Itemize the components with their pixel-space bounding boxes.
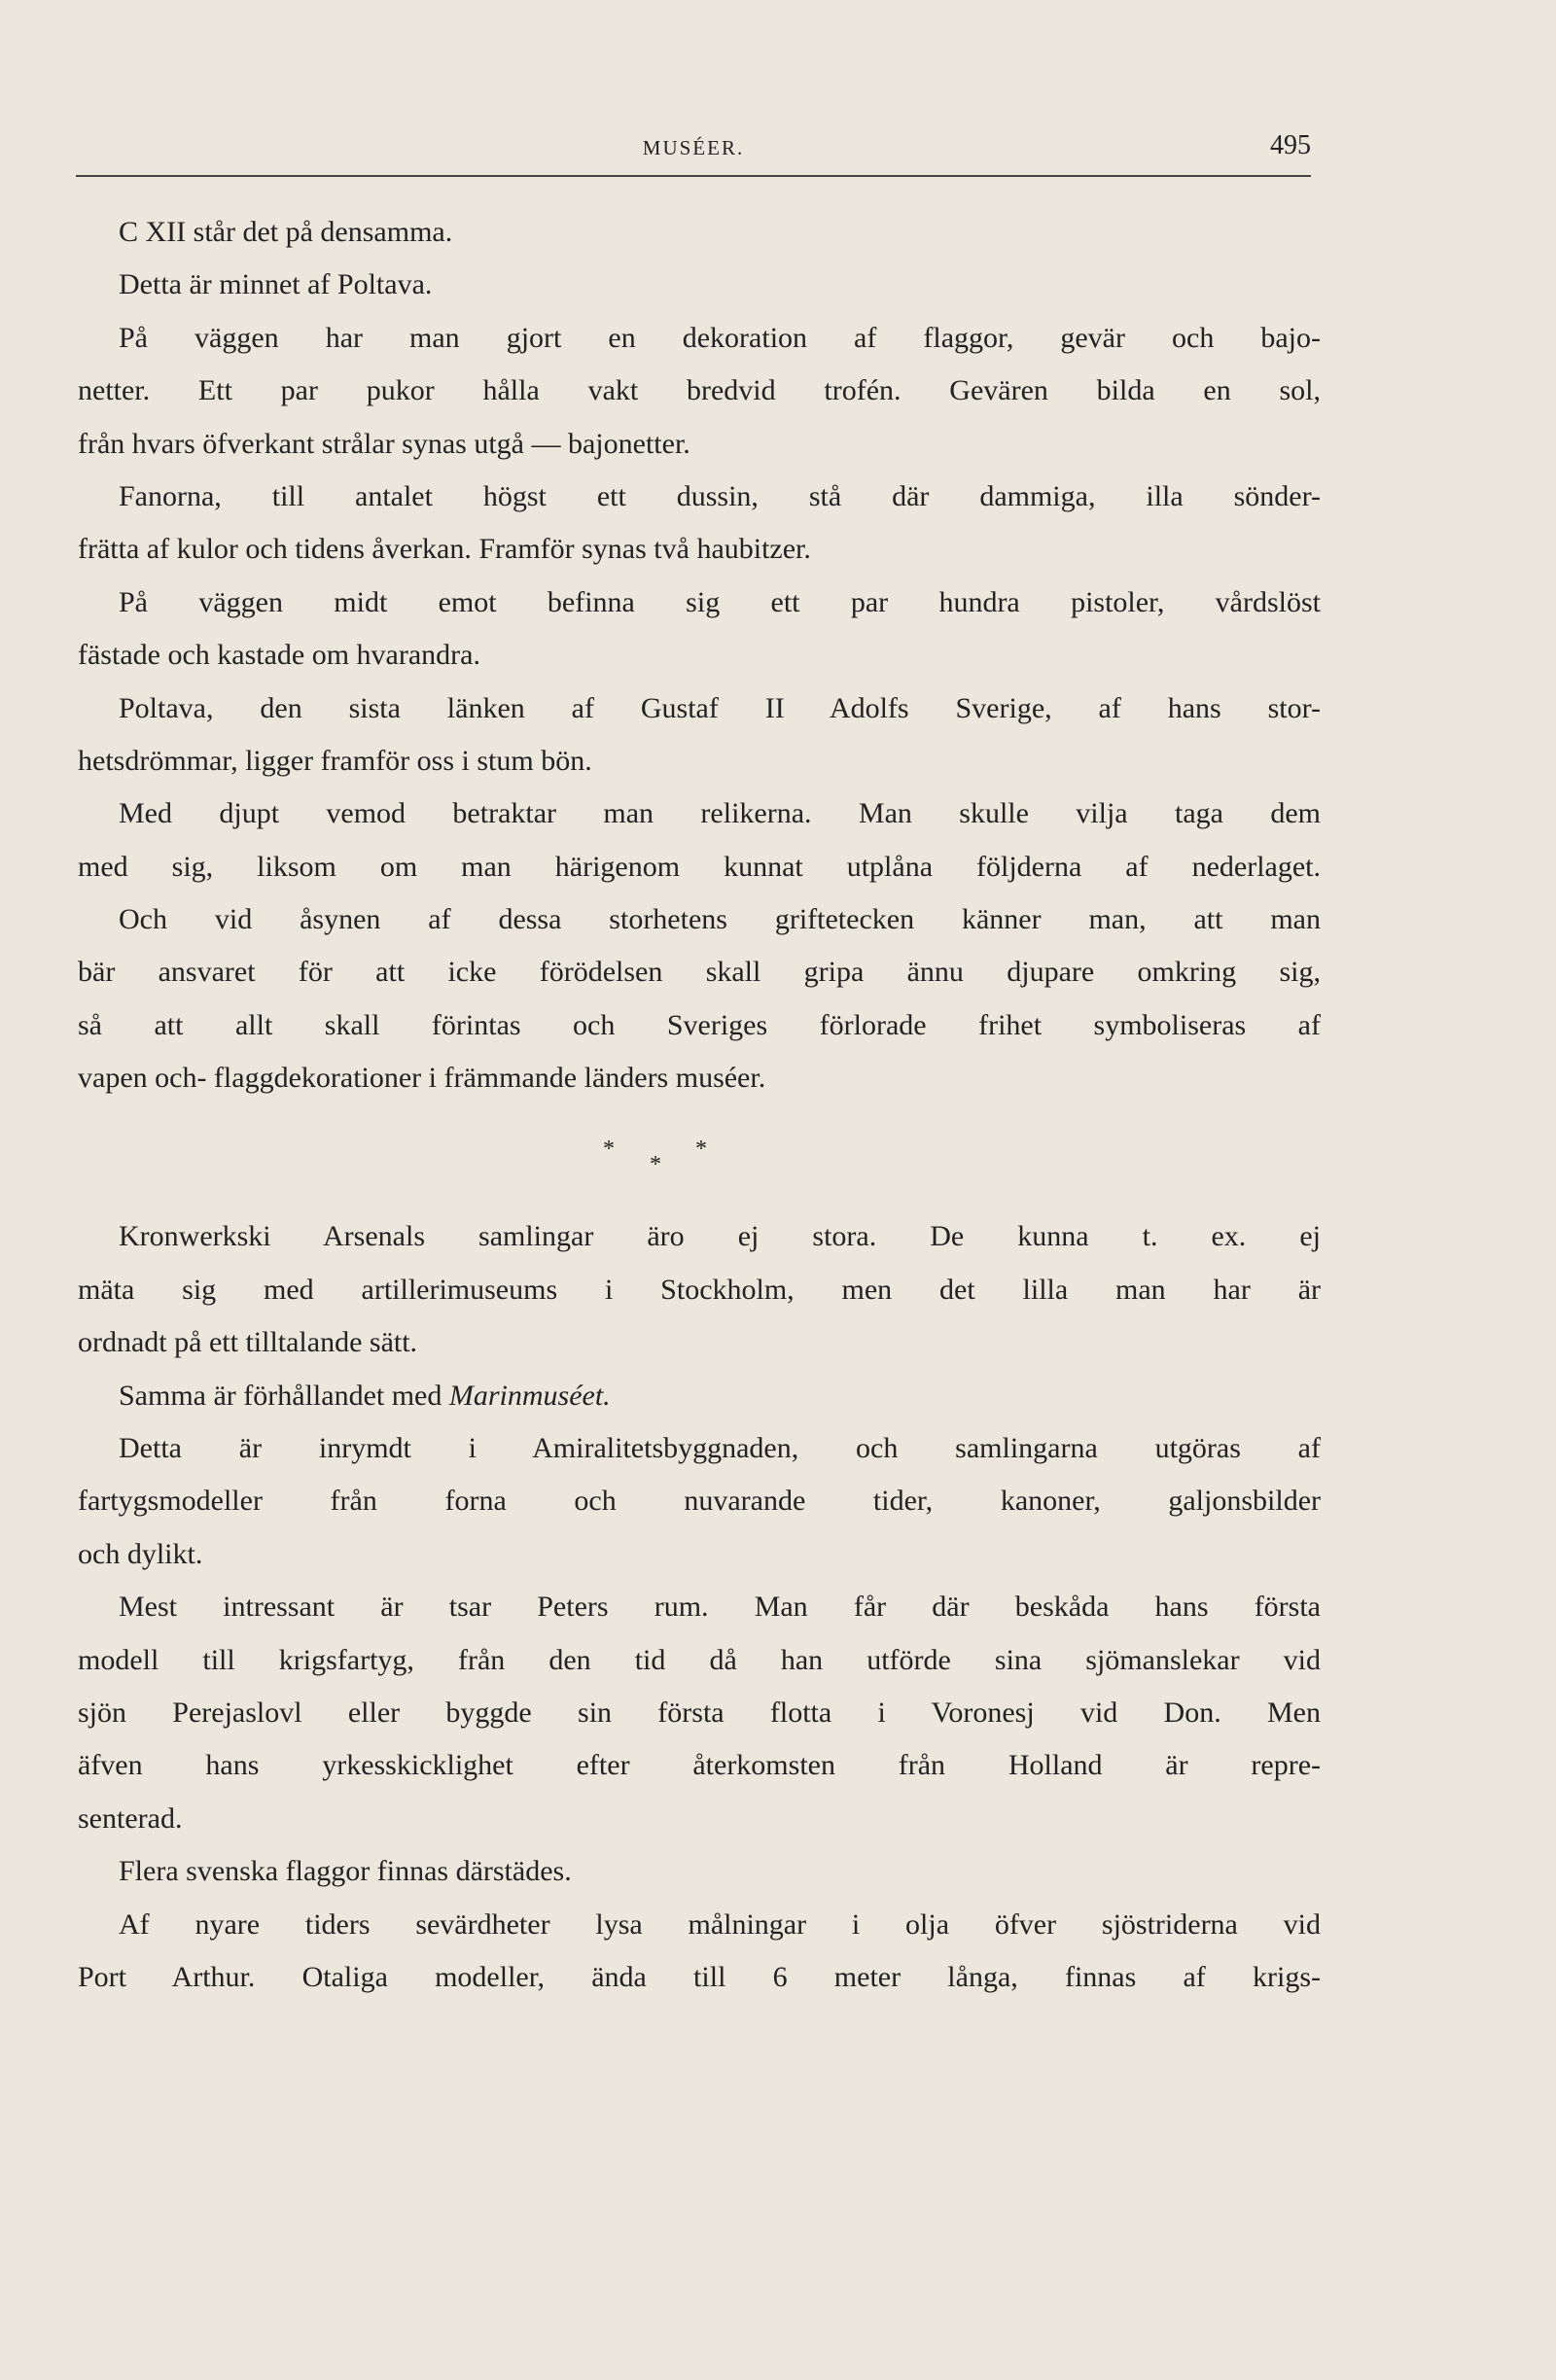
italic-title: Marinmuséet. [448,1379,611,1412]
text-line: mäta sig med artillerimuseums i Stockholm, men det lilla man har är [78,1273,1321,1306]
text-line: fartygsmodeller från forna och nuvarande tider, kanoner, galjonsbilder [78,1485,1321,1518]
text-line: sjön Perejaslovl eller byggde sin första flotta i Voronesj vid Don. Men [78,1696,1321,1729]
asterisk: * [695,1136,707,1162]
text-line: Af nyare tiders sevärdheter lysa målningar i olja öfver sjöstriderna vid [119,1908,1321,1941]
text-line: Detta är minnet af Poltava. [119,268,433,301]
text-span: Samma är förhållandet med [119,1379,449,1412]
text-line: modell till krigsfartyg, från den tid då han utförde sina sjömanslekar vid [78,1643,1321,1676]
text-line: hetsdrömmar, ligger framför oss i stum bön. [78,744,592,777]
text-line: äfven hans yrkesskicklighet efter återkomsten från Holland är repre- [78,1749,1321,1782]
text-line: På väggen har man gjort en dekoration af flaggor, gevär och bajo- [119,321,1321,354]
text-line: Kronwerkski Arsenals samlingar äro ej stora. De kunna t. ex. ej [119,1220,1321,1253]
text-line: Fanorna, till antalet högst ett dussin, stå där dammiga, illa sönder- [119,479,1321,512]
page-header [76,130,1311,175]
text-line: så att allt skall förintas och Sveriges förlorade frihet symboliseras af [78,1008,1321,1041]
asterisk: * [603,1136,615,1162]
text-line: Port Arthur. Otaliga modeller, ända till 6 meter långa, finnas af krigs- [78,1960,1321,1993]
header-rule [76,175,1311,177]
text-line: bär ansvaret för att icke förödelsen skall gripa ännu djupare omkring sig, [78,956,1321,989]
body-text [78,206,1321,2004]
text-line: Och vid åsynen af dessa storhetens griftetecken känner man, att man [119,903,1321,936]
text-line: och dylikt. [78,1537,203,1570]
text-line [78,1370,1321,1422]
text-line: Med djupt vemod betraktar man relikerna. Man skulle vilja taga dem [119,797,1321,830]
text-line: frätta af kulor och tidens åverkan. Framför synas två haubitzer. [78,533,811,566]
text-line: från hvars öfverkant strålar synas utgå — bajonetter. [78,427,690,460]
text-line: netter. Ett par pukor hålla vakt bredvid trofén. Gevären bilda en sol, [78,374,1321,407]
text-line: C XII står det på densamma. [119,216,453,248]
text-line: På väggen midt emot befinna sig ett par hundra pistoler, vårdslöst [119,585,1321,618]
text-line: senterad. [78,1802,183,1835]
text-line: vapen och- flaggdekorationer i främmande länders muséer. [78,1062,766,1095]
text-line: fästade och kastade om hvarandra. [78,639,480,672]
running-title: MUSÉER. [642,136,745,159]
asterisk: * [650,1151,661,1177]
text-line: Flera svenska flaggor finnas därstädes. [119,1855,572,1888]
text-line: Mest intressant är tsar Peters rum. Man får där beskåda hans första [119,1591,1321,1624]
text-line: ordnadt på ett tilltalande sätt. [78,1326,418,1359]
text-line: Detta är inrymdt i Amiralitetsbyggnaden, och samlingarna utgöras af [119,1432,1321,1464]
section-break [78,1105,1321,1211]
text-line: Poltava, den sista länken af Gustaf II Adolfs Sverige, af hans stor- [119,691,1321,724]
page-number: 495 [1270,130,1311,160]
text-line: med sig, liksom om man härigenom kunnat utplåna följderna af nederlaget. [78,850,1321,883]
